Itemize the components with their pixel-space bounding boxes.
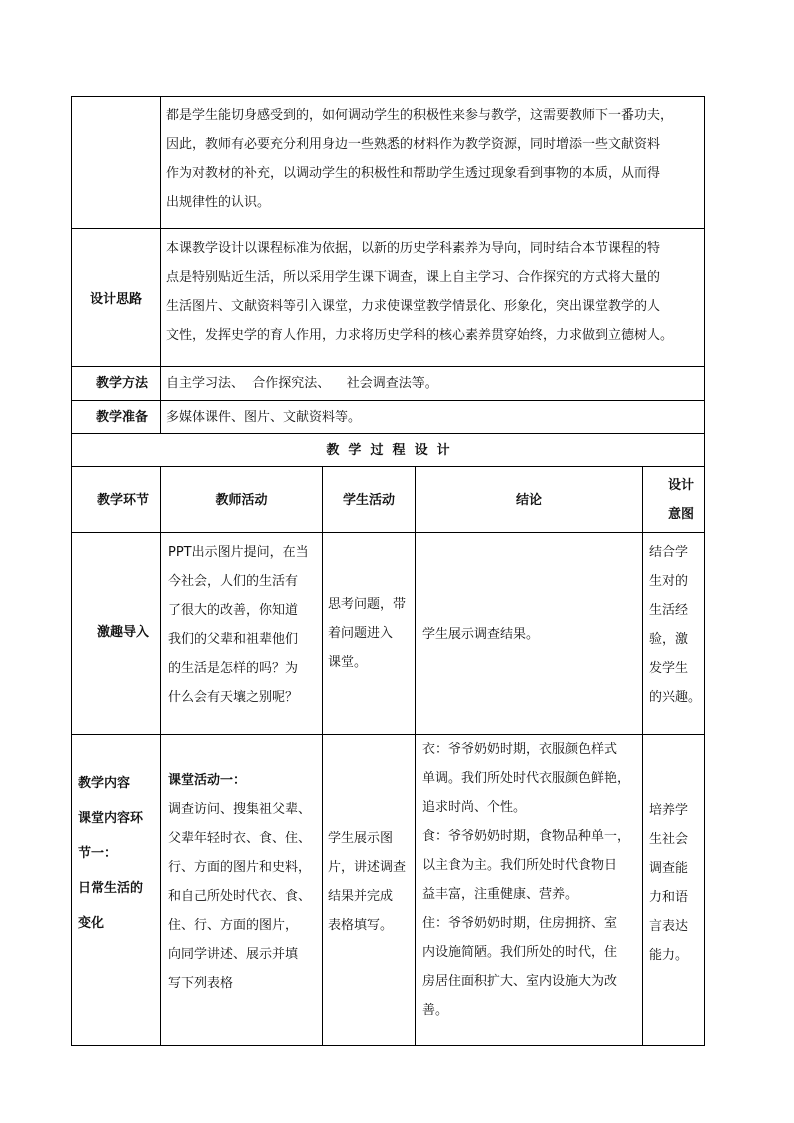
text-line: 生活经 — [649, 603, 689, 618]
text-line: 衣：爷爷奶奶时期，衣服颜色样式 — [422, 742, 618, 757]
row2-teacher — [168, 766, 322, 998]
process-title: 教 学 过 程 设 计 — [326, 443, 450, 458]
text-line: 住：爷爷奶奶时期，住房拥挤、室 — [422, 916, 618, 931]
text-line: 的生活是怎样的吗？为 — [168, 661, 299, 676]
table-left-border — [71, 96, 72, 1046]
header-teacher: 教师活动 — [215, 493, 268, 508]
text-line: 和自己所处时代衣、食、 — [168, 889, 312, 904]
text-line: PPT出示图片提问，在当 — [168, 545, 309, 560]
row2-student — [328, 824, 414, 940]
header-stage: 教学环节 — [96, 493, 149, 508]
row-divider — [71, 466, 705, 467]
row2-stage — [78, 766, 160, 941]
method-value: 自主学习法、 合作探究法、 社会调查法等。 — [166, 376, 438, 391]
text-line: 内设施简陋。我们所处的时代，住 — [422, 945, 618, 960]
row-divider — [71, 433, 705, 434]
row2-conclusion — [422, 735, 642, 1025]
row-divider — [71, 532, 705, 533]
text-line: 生活图片、文献资料等引入课堂，力求使课堂教学情景化、形象化，突出课堂教学的人 — [166, 299, 661, 314]
design-paragraph — [166, 234, 700, 350]
text-line: 益丰富，注重健康、营养。 — [422, 887, 579, 902]
method-label: 教学方法 — [95, 376, 148, 391]
design-label: 设计思路 — [89, 292, 142, 307]
text-line: 什么会有天壤之别呢？ — [168, 690, 299, 705]
text-line: 课堂内容环 — [78, 811, 144, 826]
text-line: 发学生 — [649, 661, 689, 676]
text-line: 变化 — [78, 916, 105, 931]
text-line: 结合学 — [649, 545, 689, 560]
text-line: 点是特别贴近生活，所以采用学生课下调查，课上自主学习、合作探究的方式将大量的 — [166, 270, 661, 285]
column-divider — [322, 466, 323, 1046]
text-line: 表格填写。 — [328, 918, 394, 933]
column-divider — [642, 466, 643, 1046]
text-line: 结果并完成 — [328, 889, 394, 904]
header-intent-line: 意图 — [667, 507, 694, 522]
header-conclusion: 结论 — [515, 493, 542, 508]
table-bottom-border — [71, 1045, 705, 1046]
row-divider — [71, 400, 705, 401]
text-line: 着问题进入 — [328, 626, 394, 641]
text-line: 片，讲述调查 — [328, 860, 407, 875]
header-intent — [658, 471, 704, 529]
text-line: 今社会，人们的生活有 — [168, 574, 299, 589]
text-line: 食：爷爷奶奶时期，食物品种单一， — [422, 829, 631, 844]
text-line: 向同学讲述、展示并填 — [168, 947, 299, 962]
text-line: 培养学 — [649, 803, 689, 818]
column-divider — [160, 466, 161, 1046]
text-line: 生社会 — [649, 832, 689, 847]
row1-teacher — [168, 538, 320, 712]
row1-intent — [649, 538, 705, 712]
prep-value: 多媒体课件、图片、文献资料等。 — [166, 410, 362, 425]
text-line: 教学内容 — [78, 776, 131, 791]
text-line: 验，激 — [649, 632, 689, 647]
text-line: 了很大的改善，你知道 — [168, 603, 299, 618]
row1-stage: 激趣导入 — [96, 625, 149, 640]
text-line: 出规律性的认识。 — [166, 195, 271, 210]
text-line: 调查访问、搜集祖父辈、 — [168, 802, 312, 817]
row-divider — [71, 366, 705, 367]
text-line: 都是学生能切身感受到的，如何调动学生的积极性来参与教学，这需要教师下一番功夫， — [166, 108, 674, 123]
intro-paragraph — [166, 101, 700, 217]
text-line: 生对的 — [649, 574, 689, 589]
text-line: 日常生活的 — [78, 881, 144, 896]
text-line: 节一： — [78, 846, 118, 861]
text-line: 本课教学设计以课程标准为依据，以新的历史学科素养为导向，同时结合本节课程的特 — [166, 241, 661, 256]
text-line: 作为对教材的补充，以调动学生的积极性和帮助学生透过现象看到事物的本质，从而得 — [166, 166, 661, 181]
text-line: 调查能 — [649, 861, 689, 876]
row1-conclusion: 学生展示调查结果。 — [422, 627, 540, 642]
prep-label: 教学准备 — [95, 410, 148, 425]
table-top-border — [71, 96, 705, 97]
text-line: 力和语 — [649, 890, 689, 905]
text-line: 思考问题，带 — [328, 597, 407, 612]
row1-student — [328, 590, 414, 677]
text-line: 文性，发挥史学的育人作用，力求将历史学科的核心素养贯穿始终，力求做到立德树人。 — [166, 328, 674, 343]
text-line: 房居住面积扩大、室内设施大为改 — [422, 974, 618, 989]
text-line: 因此，教师有必要充分利用身边一些熟悉的材料作为教学资源，同时增添一些文献资料 — [166, 137, 661, 152]
text-line: 行、方面的图片和史料， — [168, 860, 312, 875]
text-line: 言表达 — [649, 919, 689, 934]
text-line: 追求时尚、个性。 — [422, 800, 527, 815]
text-line: 我们的父辈和祖辈他们 — [168, 632, 299, 647]
text-line: 课堂。 — [328, 655, 368, 670]
row-divider — [71, 228, 705, 229]
text-line: 学生展示图 — [328, 831, 394, 846]
text-line: 父辈年轻时衣、食、住、 — [168, 831, 312, 846]
text-line: 单调。我们所处时代衣服颜色鲜艳， — [422, 771, 631, 786]
row2-intent — [649, 796, 705, 970]
text-line: 以主食为主。我们所处时代食物日 — [422, 858, 618, 873]
header-intent-line: 设计 — [667, 478, 694, 493]
activity-title: 课堂活动一： — [168, 773, 247, 788]
text-line: 能力。 — [649, 948, 689, 963]
text-line: 的兴趣。 — [649, 690, 702, 705]
column-divider — [415, 466, 416, 1046]
text-line: 善。 — [422, 1003, 449, 1018]
text-line: 住、行、方面的图片， — [168, 918, 299, 933]
header-student: 学生活动 — [342, 493, 395, 508]
text-line: 写下列表格 — [168, 976, 234, 991]
